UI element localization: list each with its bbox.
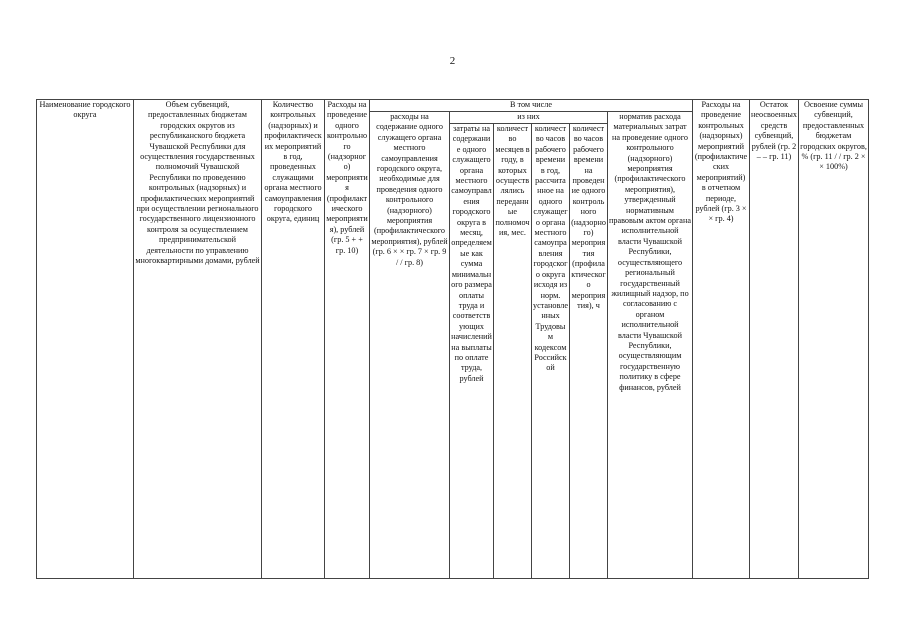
header-expenses-per-event: Расходы на проведение одного контрольного (надзорного) мероприятия (профилактического мероприятия), рублей (гр. 5 + + гр. 10) — [325, 100, 370, 579]
page-number: 2 — [449, 55, 456, 67]
header-events-count: Количество контрольных (надзорных) и профилактических мероприятий в год, проведенных служащими органа местного самоуправления городского округа, единиц — [262, 100, 325, 579]
header-of-which: из них — [450, 112, 608, 124]
header-expenses-reporting: Расходы на проведение контрольных (надзорных) мероприятий (профилактических мероприятий) в отчетном периоде, рублей (гр. 3 × × гр. 4) — [693, 100, 750, 579]
header-absorption: Освоение суммы субвенций, предоставленных бюджетам городских округов, % (гр. 11 / / гр. 2 × × 100%) — [799, 100, 869, 579]
header-employee-costs: расходы на содержание одного служащего органа местного самоуправления городского округа, необходимые для проведения одного контрольного (надзорного) мероприятия (профилактического мероприятия), рублей (гр. 6 × × гр. 7 × гр. 9 / / гр. 8) — [370, 112, 450, 579]
subvention-report-table — [36, 99, 869, 579]
header-subvention-volume: Объем субвенций, предоставленных бюджетам городских округов из республиканского бюджета Чувашской Республики для осуществления государственных полномочий Чувашской Республики по проведению контрольных (надзорных) и профилактических мероприятий при осуществлении регионального государственного лицензионного контроля за осуществлением предпринимательской деятельности по управлению многоквартирными домами, рублей — [134, 100, 262, 579]
table-bottom-rule — [36, 578, 868, 579]
header-unspent-balance: Остаток неосвоенных средств субвенций, рублей (гр. 2 – – гр. 11) — [750, 100, 799, 579]
header-row-1 — [37, 100, 869, 112]
header-working-hours-year: количество часов рабочего времени в год, рассчитанное на одного служащего органа местного самоуправления городского округа исходя из норм. установленных Трудовым кодексом Российской — [532, 124, 570, 579]
header-including: В том числе — [370, 100, 693, 112]
header-months-per-year: количество месяцев в году, в которых осуществлялись переданные полномочия, мес. — [494, 124, 532, 579]
header-city-district: Наименование городского округа — [37, 100, 134, 579]
header-hours-per-event: количество часов рабочего времени на проведение одного контрольного (надзорного) мероприятия (профилактического мероприятия), ч — [570, 124, 608, 579]
header-material-norm: норматив расхода материальных затрат на проведение одного контрольного (надзорного) мероприятия (профилактического мероприятия), утвержденный нормативным правовым актом органа исполнительной власти Чувашской Республики, осуществляющего региональный государственный жилищный надзор, по согласованию с органом исполнительной власти Чувашской Республики, осуществляющим государственную политику в сфере финансов, рублей — [608, 112, 693, 579]
header-salary-costs: затраты на содержание одного служащего органа местного самоуправления городского округа в месяц, определяемые как сумма минимального размера оплаты труда и соответствующих начислений на выплаты по оплате труда, рублей — [450, 124, 494, 579]
